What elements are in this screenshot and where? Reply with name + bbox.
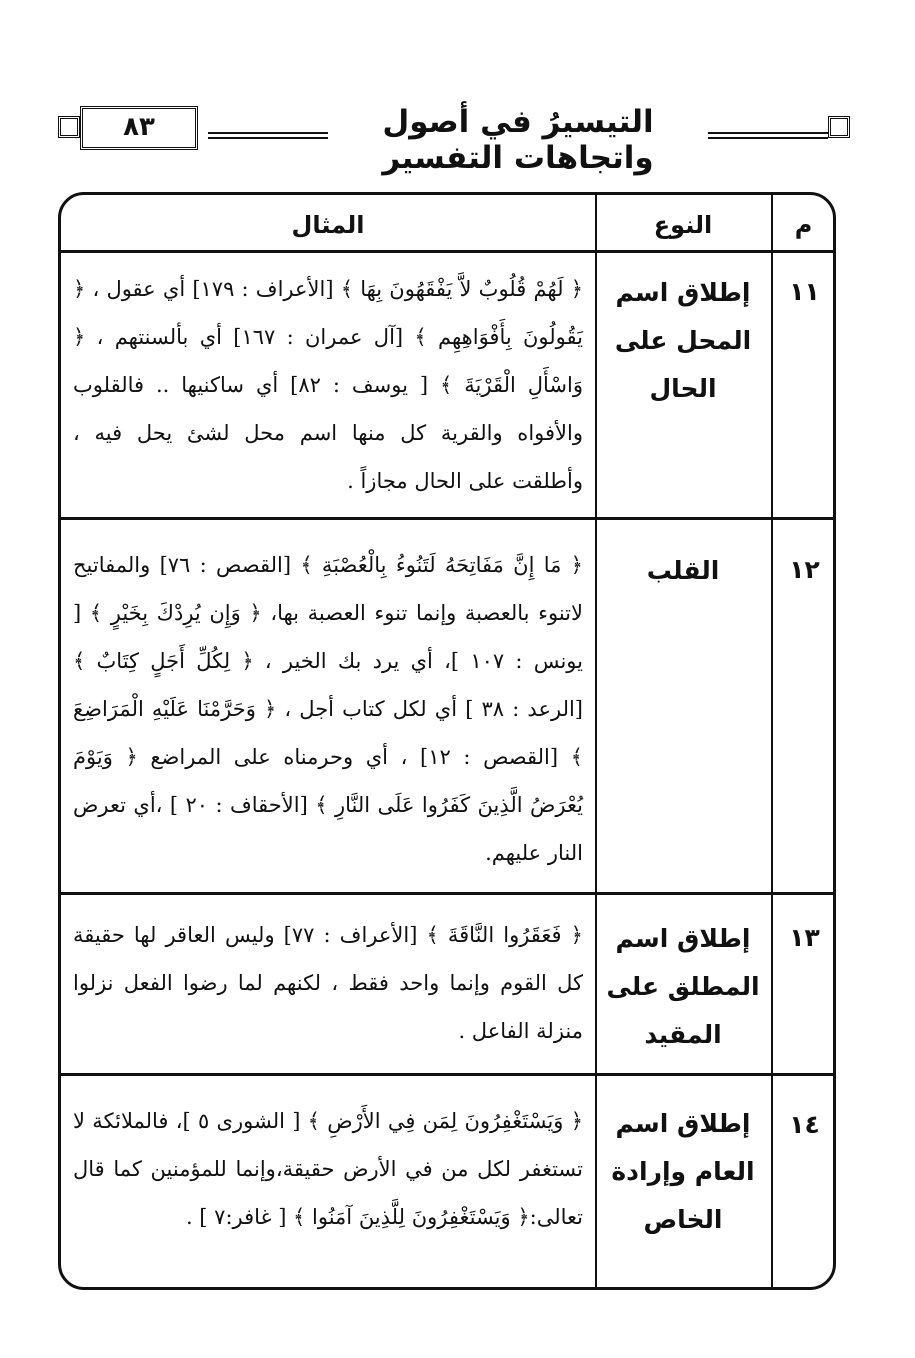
row-type: القلب	[646, 556, 720, 585]
header-divider	[61, 250, 833, 253]
page-header	[58, 98, 858, 176]
row-example-text: ﴿ وَيَسْتَغْفِرُونَ لِمَن فِي الأَرْضِ ﴾ [ الشورى ٥ ]، فالملائكة لا تستغفر لكل من في الأرض حقيقة،وإنما للمؤمنين كما قال تعالى:﴿ وَيَسْتَغْفِرُونَ لِلَّذِينَ آمَنُوا ﴾ [ غافر:٧ ] .	[73, 1109, 584, 1229]
row-type: إطلاق اسم المطلق على المقيد	[606, 924, 760, 1049]
row-example-text: ﴿ مَا إِنَّ مَفَاتِحَهُ لَتَنُوءُ بِالْعُصْبَةِ ﴾ [القصص : ٧٦] والمفاتيح لاتنوء بالعصبة وإنما تنوء العصبة بها، ﴿ وَإِن يُرِدْكَ بِخَيْرٍ ﴾ [ يونس : ١٠٧ ]، أي يرد بك الخير ، ﴿ لِكُلِّ أَجَلٍ كِتَابٌ ﴾ [الرعد : ٣٨ ] أي لكل كتاب أجل ، ﴿ وَحَرَّمْنَا عَلَيْهِ الْمَرَاضِعَ ﴾ [القصص : ١٢] ، أي وحرمناه على المراضع ﴿ وَيَوْمَ يُعْرَضُ الَّذِينَ كَفَرُوا عَلَى النَّارِ ﴾ [الأحقاف : ٢٠ ] ،أي تعرض النار عليهم.	[73, 553, 583, 865]
row-divider	[61, 517, 833, 520]
row-example	[73, 1097, 583, 1241]
column-header-example: المثال	[291, 211, 365, 239]
row-number: ١١	[789, 277, 820, 306]
page-number: ٨٣	[80, 106, 198, 150]
row-example	[73, 911, 583, 1055]
book-title: التيسيرُ في أصول واتجاهات التفسير	[382, 104, 654, 176]
row-number: ١٣	[789, 923, 820, 952]
row-example	[73, 265, 583, 505]
column-divider	[595, 195, 597, 1287]
column-header-number: م	[794, 211, 813, 239]
header-rule-right	[708, 132, 828, 139]
column-header-type: النوع	[653, 211, 713, 239]
row-type: إطلاق اسم المحل على الحال	[614, 278, 752, 403]
row-divider	[61, 892, 833, 895]
header-rule-left	[208, 132, 328, 139]
ornament-corner-left	[58, 116, 80, 138]
row-type: إطلاق اسم العام وإرادة الخاص	[611, 1109, 755, 1234]
metaphor-types-table	[58, 192, 836, 1290]
row-example-text: ﴿ فَعَقَرُوا النَّاقَةَ ﴾ [الأعراف : ٧٧] وليس العاقر لها حقيقة كل القوم وإنما واحد فقط ، لكنهم لما رضوا الفعل نزلوا منزلة الفاعل .	[73, 923, 583, 1043]
ornament-corner-right	[828, 116, 850, 138]
row-number: ١٢	[789, 555, 820, 584]
row-example	[73, 541, 583, 877]
row-divider	[61, 1073, 833, 1076]
row-example-text: ﴿ لَهُمْ قُلُوبٌ لاَّ يَفْقَهُونَ بِهَا ﴾ [الأعراف : ١٧٩] أي عقول ، ﴿ يَقُولُونَ بِأَفْوَاهِهِم ﴾ [آل عمران : ١٦٧] أي بألسنتهم ، ﴿ وَاسْأَلِ الْقَرْيَةَ ﴾ [ يوسف : ٨٢] أي ساكنيها .. فالقلوب والأفواه والقرية كل منها اسم محل لشئ يحل فيه ، وأطلقت على الحال مجازاً .	[73, 277, 583, 493]
row-number: ١٤	[789, 1110, 820, 1139]
